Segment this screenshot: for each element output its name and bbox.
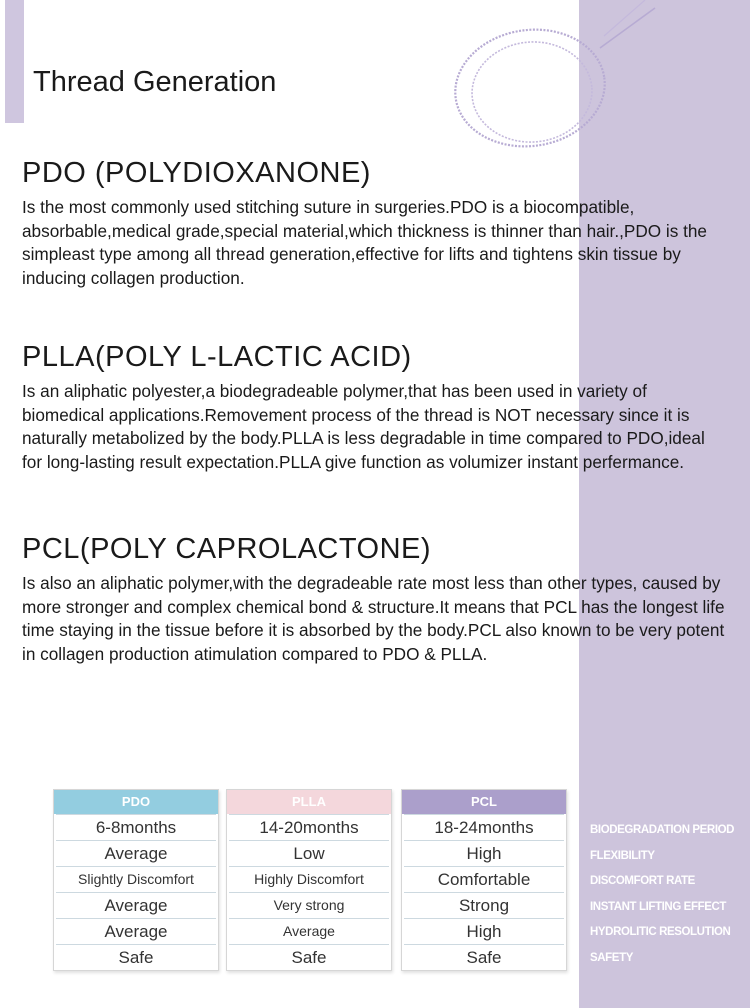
plla-comparison-card xyxy=(226,789,392,971)
property-label: FLEXIBILITY xyxy=(590,849,655,862)
property-label: HYDROLITIC RESOLUTION xyxy=(590,926,731,939)
pcl-comparison-card xyxy=(401,789,567,971)
section-plla xyxy=(22,341,727,474)
card-header: PDO xyxy=(54,790,218,814)
property-labels xyxy=(590,818,734,972)
card-header: PCL xyxy=(402,790,566,814)
page-title: Thread Generation xyxy=(33,66,277,98)
property-label: DISCOMFORT RATE xyxy=(590,875,695,888)
pcl-biodegradation-value: 18-24months xyxy=(404,814,564,840)
pcl-flexibility-value: High xyxy=(404,840,564,866)
plla-flexibility-value: Low xyxy=(229,840,389,866)
pdo-discomfort-value: Slightly Discomfort xyxy=(56,866,216,892)
section-body: Is an aliphatic polyester,a biodegradeable polymer,that has been used in variety of biomedical applications.Removement process of the thread is NOT necessary since it is naturally metabolized by the body.PLLA is less degradable in time compared to PDO,ideal for long-lasting result expectation.PLLA give function as volumizer instant perfermance. xyxy=(22,381,705,472)
property-label: SAFETY xyxy=(590,951,633,964)
pdo-comparison-card xyxy=(53,789,219,971)
property-label: INSTANT LIFTING EFFECT xyxy=(590,900,727,913)
title-accent-tab xyxy=(5,0,24,123)
plla-lifting-value: Very strong xyxy=(229,892,389,918)
pdo-safety-value: Safe xyxy=(56,944,216,970)
pdo-biodegradation-value: 6-8months xyxy=(56,814,216,840)
pdo-lifting-value: Average xyxy=(56,892,216,918)
plla-biodegradation-value: 14-20months xyxy=(229,814,389,840)
plla-discomfort-value: Highly Discomfort xyxy=(229,866,389,892)
plla-safety-value: Safe xyxy=(229,944,389,970)
plla-hydrolitic-value: Average xyxy=(229,918,389,944)
pcl-discomfort-value: Comfortable xyxy=(404,866,564,892)
pcl-lifting-value: Strong xyxy=(404,892,564,918)
pdo-flexibility-value: Average xyxy=(56,840,216,866)
section-body: Is also an aliphatic polymer,with the degradeable rate most less than other types, caused by more stronger and complex chemical bond & structure.It means that PCL has the longest life time staying in the tissue before it is absorbed by the body.PCL also known to be very potent in collagen production atimulation compared to PDO & PLLA. xyxy=(22,573,725,664)
section-title: PLLA(POLY L-LACTIC ACID) xyxy=(22,341,412,373)
section-title: PDO (POLYDIOXANONE) xyxy=(22,157,371,189)
pcl-safety-value: Safe xyxy=(404,944,564,970)
section-pcl xyxy=(22,533,727,666)
pcl-hydrolitic-value: High xyxy=(404,918,564,944)
card-header: PLLA xyxy=(227,790,391,814)
pdo-hydrolitic-value: Average xyxy=(56,918,216,944)
section-body: Is the most commonly used stitching suture in surgeries.PDO is a biocompatible, absorbable,medical grade,special material,which thickness is thinner than hair.,PDO is the simpleast type among all thread generation,effective for lifts and tightens skin tissue by inducing collagen production. xyxy=(22,197,707,288)
section-title: PCL(POLY CAPROLACTONE) xyxy=(22,533,432,565)
section-pdo xyxy=(22,157,727,290)
property-label: BIODEGRADATION PERIOD xyxy=(590,824,735,836)
